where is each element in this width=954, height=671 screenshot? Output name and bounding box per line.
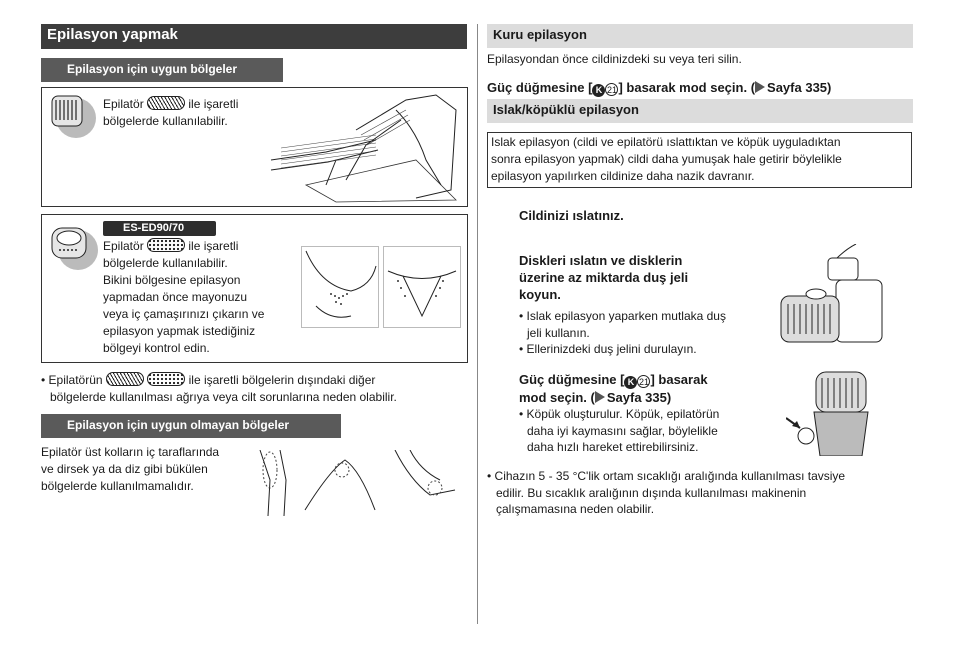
step-2-text [519,252,759,303]
text-epilator-2: Epilatör [103,239,144,253]
knee-illustration [300,450,380,516]
text-usable: bölgelerde kullanılabilir. [103,114,228,128]
temp-note-line: edilir. Bu sıcaklık aralığının dışında kullanılması makinenin [496,485,807,500]
epilator-cap-icon [46,220,100,274]
wet-box-line: sonra epilasyon yapmak) cildi daha yumuşak hale getirir böylelikle [491,152,842,166]
step-2-bullet: • Islak epilasyon yaparken mutlaka duş [519,309,726,323]
step-3-pre: Güç düğmesine [ [519,372,625,387]
power-instruction [487,79,913,97]
step-2-bullet: • Ellerinizdeki duş jelini durulayın. [519,342,697,356]
page-ref: Sayfa 335) [767,80,832,95]
wet-box-line: Islak epilasyon (cildi ve epilatörü ıslattıktan ve köpük uyguladıktan [491,135,841,149]
section-title: Epilasyon yapmak [41,24,467,49]
dry-epilation-text: Epilasyondan önce cildinizdeki su veya teri silin. [487,52,742,66]
dry-epilation-heading: Kuru epilasyon [487,24,913,48]
temp-note-line: çalışmamasına neden olabilir. [496,502,655,516]
warning-bullet [41,372,471,406]
step-2-bullets [519,308,769,358]
text-marked-2: ile işaretli [188,239,239,253]
bikini-illustration [383,246,461,328]
dot-mark-icon [147,372,185,386]
model-label: ES-ED90/70 [103,221,216,236]
step-3-bullet: daha hızlı hareket ettirebilirsiniz. [527,440,699,454]
elbow-illustration [390,450,458,516]
epilator-foam-illustration [786,368,876,456]
text-epilator: Epilatör [103,97,144,111]
bikini-line: bölgeyi kontrol edin. [103,341,210,355]
step-3-text [519,371,759,406]
temp-note-line: • Cihazın 5 - 35 °C'lik ortam sıcaklığı aralığında kullanılması tavsiye [487,469,846,483]
page-arrow-icon [595,391,605,403]
step-2-line: üzerine az miktarda duş jeli [519,270,689,285]
bullet-text-line2: bölgelerde kullanılması ağrıya veya cilt sorunlarına neden olabilir. [50,390,397,404]
page-ref: Sayfa 335) [606,390,672,405]
bikini-line: epilasyon yapmak istediğiniz [103,324,256,338]
stripe-mark-icon [106,372,144,386]
bikini-line: veya iç çamaşırınızı çıkarın ve [103,307,265,321]
bikini-line: bölgelerde kullanılabilir. [103,256,228,270]
bullet-text-post: ile işaretli bölgelerin dışındaki diğer [188,373,376,387]
bikini-line: Bikini bölgesine epilasyon [103,273,241,287]
step-3-bullet: • Köpük oluşturulur. Köpük, epilatörün [519,407,720,421]
legs-illustration [266,90,466,203]
unsuitable-line: ve dirsek ya da diz gibi bükülen [41,462,208,476]
wet-epilation-heading: Islak/köpüklü epilasyon [487,99,913,123]
step-3-post: ] basarak [650,372,708,387]
bikini-line: yapmadan önce mayonuzu [103,290,248,304]
gel-bottle-illustration [776,244,886,344]
dot-mark-icon [147,238,185,252]
power-text-pre: Güç düğmesine [ [487,80,593,95]
number-21-icon: 21 [638,377,649,387]
bikini-areas-text [103,238,303,357]
step-3-line2: mod seçin. ( [519,390,595,405]
step-3-bullets [519,406,759,456]
suitable-areas-heading: Epilasyon için uygun bölgeler [41,58,283,82]
text-marked: ile işaretli [188,97,239,111]
suitable-areas-text [103,96,273,130]
unsuitable-areas-heading: Epilasyon için uygun olmayan bölgeler [41,414,341,438]
unsuitable-line: bölgelerde kullanılmamalıdır. [41,479,194,493]
bullet-text-pre: • Epilatörün [41,373,103,387]
k-mode-icon: K [592,84,605,97]
step-2-bullet: jeli kullanın. [527,325,590,340]
step-2-line: Diskleri ıslatın ve disklerin [519,253,683,268]
stripe-mark-icon [147,96,185,110]
page-arrow-icon [755,81,765,93]
column-divider [477,24,478,624]
step-1-text: Cildinizi ıslatınız. [519,208,624,223]
k-mode-icon: K [624,376,637,389]
wet-box-line: epilasyon yapılırken cildinize daha nazik davranır. [491,169,755,183]
unsuitable-areas-text [41,444,251,495]
epilator-head-icon [46,90,98,142]
number-21-icon: 21 [606,85,617,95]
step-3-bullet: daha iyi kaymasını sağlar, böylelikle [527,423,718,438]
underarm-illustration [301,246,379,328]
power-text-post: ] basarak mod seçin. ( [618,80,756,95]
temperature-note [487,468,917,518]
step-2-line: koyun. [519,287,561,302]
wet-epilation-box [487,132,912,188]
unsuitable-line: Epilatör üst kolların iç taraflarında [41,445,220,459]
arm-illustration [240,450,296,516]
